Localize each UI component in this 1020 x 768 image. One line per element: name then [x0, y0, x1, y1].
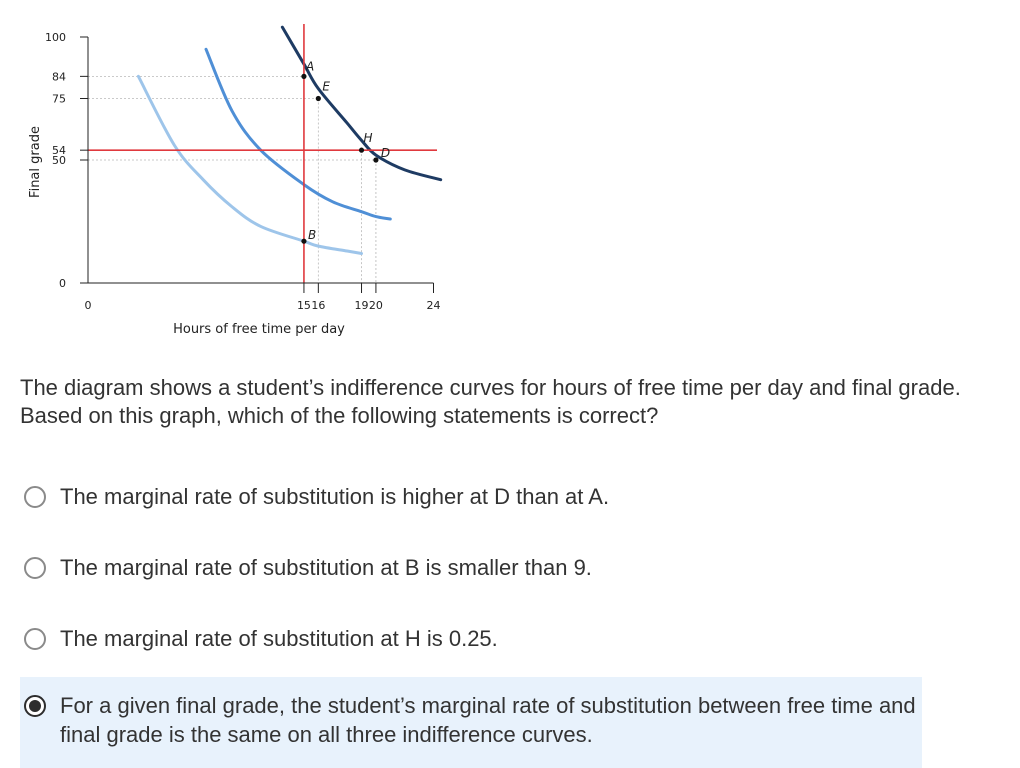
point-B	[301, 239, 306, 244]
point-label-A: A	[305, 59, 315, 74]
radio-button-2[interactable]	[24, 557, 46, 579]
point-D	[373, 157, 378, 162]
y-tick-label-84: 84	[52, 70, 66, 84]
question-text: The diagram shows a student’s indifference curves for hours of free time per day and final grade. Based on this graph, which of the following statements is correct?	[20, 375, 961, 428]
x-tick-label-0: 0	[84, 299, 92, 312]
radio-button-3[interactable]	[24, 628, 46, 650]
indifference-curve-3	[282, 27, 440, 180]
radio-button-1[interactable]	[24, 486, 46, 508]
x-tick-label-20: 20	[368, 299, 383, 312]
point-H	[359, 148, 364, 153]
answer-option-label: The marginal rate of substitution at B is smaller than 9.	[60, 555, 592, 580]
x-tick-label-19: 19	[354, 299, 369, 312]
x-axis-label: Hours of free time per day	[173, 322, 345, 337]
x-tick-label-15: 15	[296, 299, 311, 312]
answer-option-2[interactable]	[20, 549, 922, 582]
radio-button-4-selected[interactable]	[24, 695, 46, 717]
indifference-curve-diagram	[0, 0, 480, 345]
axes	[45, 31, 441, 312]
point-label-E: E	[322, 79, 330, 94]
point-A	[301, 74, 306, 79]
y-tick-label-100: 100	[45, 31, 66, 44]
answer-option-label: The marginal rate of substitution at H is 0.25.	[60, 626, 498, 651]
indifference-curves	[138, 27, 440, 253]
y-tick-label-50: 50	[52, 154, 66, 167]
answer-option-4[interactable]	[20, 677, 922, 768]
point-label-H: H	[363, 131, 373, 146]
x-tick-label-16: 16	[311, 299, 326, 312]
y-tick-label-54: 54	[52, 144, 66, 158]
y-tick-label-0: 0	[59, 277, 66, 290]
answer-option-label: The marginal rate of substitution is higher at D than at A.	[60, 484, 610, 509]
y-tick-label-75: 75	[52, 92, 66, 106]
point-label-D: D	[380, 146, 391, 160]
answer-option-3[interactable]	[20, 620, 922, 653]
y-axis-label: Final grade	[28, 126, 43, 198]
x-tick-label-24: 24	[426, 299, 441, 312]
answer-option-label: For a given final grade, the student’s marginal rate of substitution between free time and final grade is the same on all three indifference curves.	[60, 693, 916, 747]
answer-option-1[interactable]	[20, 478, 922, 511]
point-E	[316, 96, 321, 101]
point-label-B: B	[307, 228, 317, 243]
